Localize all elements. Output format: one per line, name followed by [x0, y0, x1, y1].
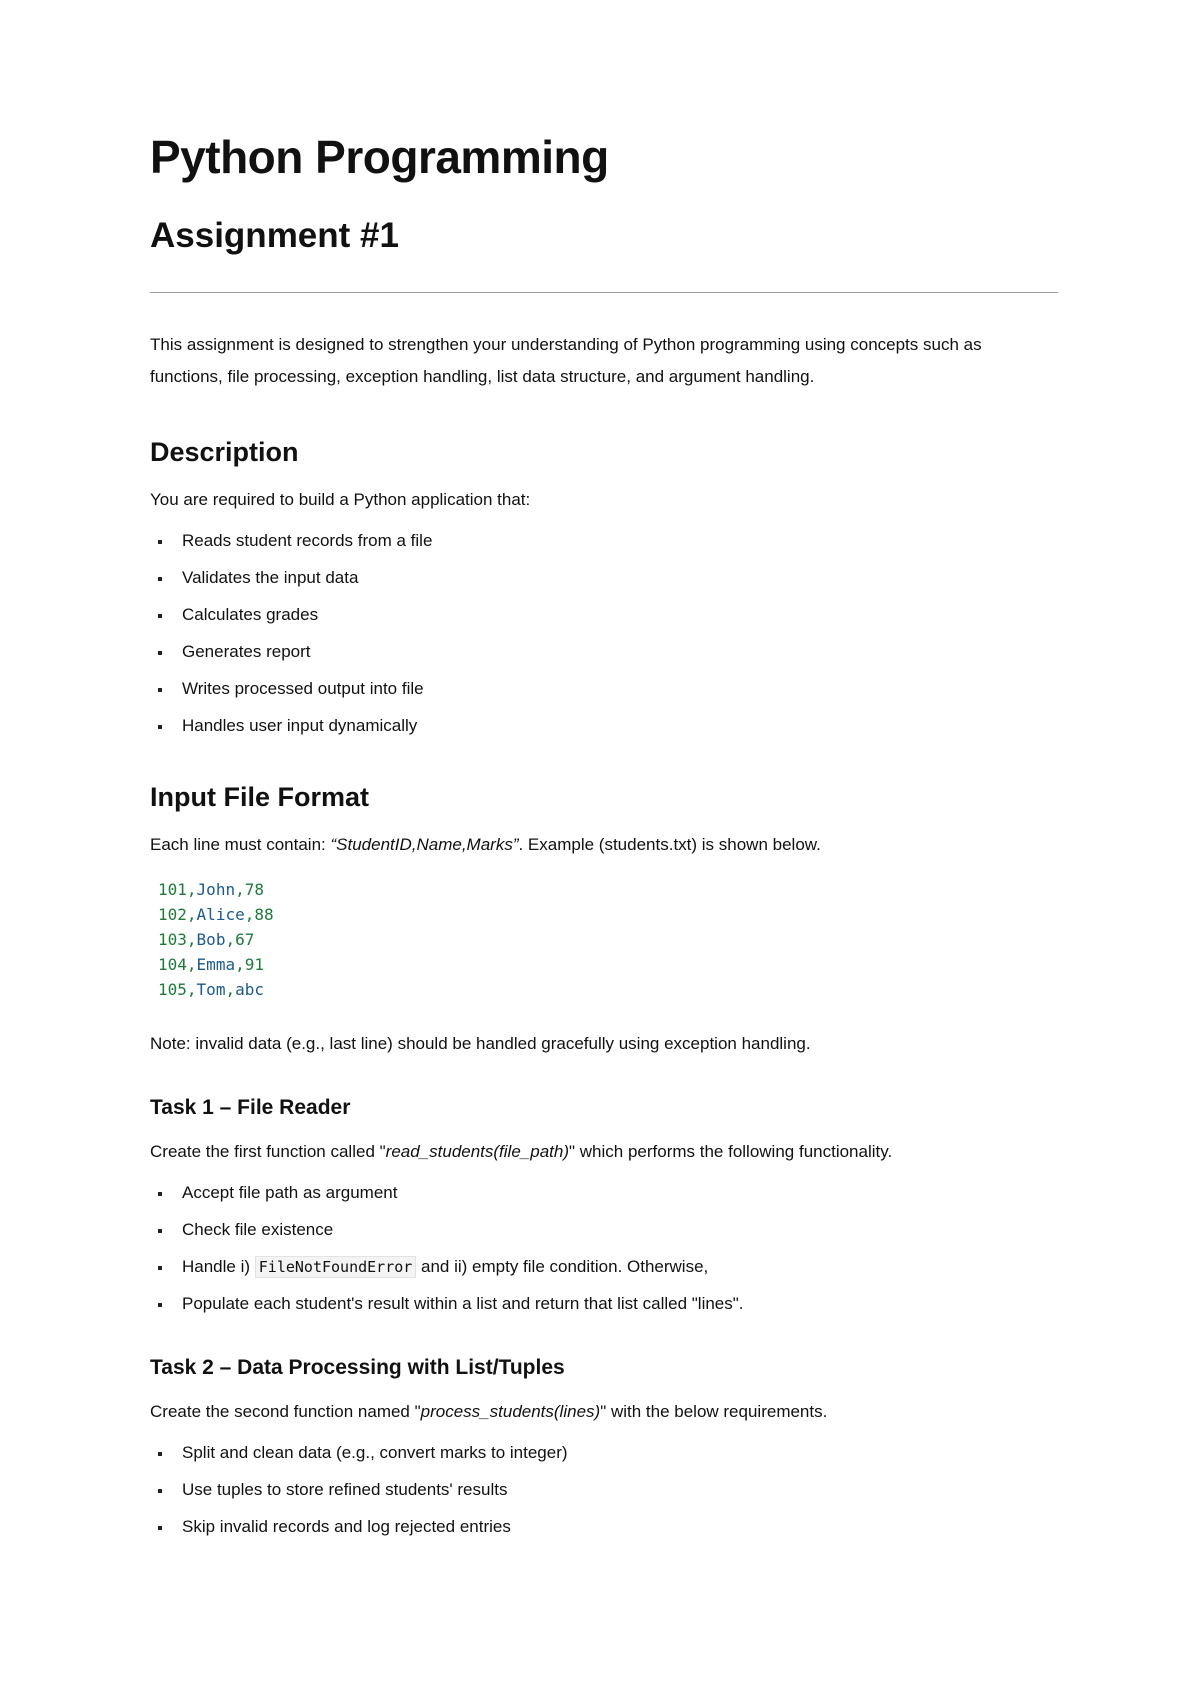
description-lead: You are required to build a Python application that: [150, 490, 531, 509]
list-item: Accept file path as argument [150, 1182, 1060, 1204]
list-item: Generates report [150, 641, 1060, 663]
function-name: read_students(file_path) [385, 1142, 569, 1161]
list-item: Split and clean data (e.g., convert marks to integer) [150, 1442, 1060, 1464]
description-list [150, 530, 1060, 737]
title-divider [150, 292, 1058, 293]
lead-text: Create the first function called " [150, 1142, 386, 1161]
lead-text: Create the second function named " [150, 1402, 421, 1421]
task2-list [150, 1442, 1060, 1538]
format-spec: “StudentID,Name,Marks” [330, 835, 519, 854]
document-title: Python Programming [150, 131, 609, 183]
inline-code: FileNotFoundError [255, 1256, 417, 1278]
list-item: Handles user input dynamically [150, 715, 1060, 737]
input-format-heading: Input File Format [150, 782, 369, 812]
intro-paragraph: This assignment is designed to strengthen your understanding of Python programming using concepts such as functions, file processing, exception handling, list data structure, and argument handling. [150, 335, 982, 386]
lead-text: . Example (students.txt) is shown below. [518, 835, 821, 854]
task2-heading: Task 2 – Data Processing with List/Tuples [150, 1356, 565, 1379]
code-line: 101,John,78 [158, 880, 264, 899]
list-item: Reads student records from a file [150, 530, 1060, 552]
function-name: process_students(lines) [420, 1402, 601, 1421]
list-item: Skip invalid records and log rejected entries [150, 1516, 1060, 1538]
list-item: Validates the input data [150, 567, 1060, 589]
code-line: 104,Emma,91 [158, 955, 264, 974]
lead-text: " which performs the following functionality. [569, 1142, 893, 1161]
input-note: Note: invalid data (e.g., last line) should be handled gracefully using exception handling. [150, 1034, 811, 1053]
list-item: Writes processed output into file [150, 678, 1060, 700]
list-text: Handle i) [182, 1257, 255, 1276]
lead-text: " with the below requirements. [600, 1402, 828, 1421]
task2-lead [150, 1396, 1060, 1428]
task1-lead [150, 1136, 1060, 1168]
task1-heading: Task 1 – File Reader [150, 1096, 351, 1119]
list-text: and ii) empty file condition. Otherwise, [416, 1257, 709, 1276]
list-item [150, 1256, 1060, 1278]
code-line: 103,Bob,67 [158, 930, 255, 949]
task1-list [150, 1182, 1060, 1315]
list-item: Use tuples to store refined students' results [150, 1479, 1060, 1501]
lead-text: Each line must contain: [150, 835, 331, 854]
code-line: 105,Tom,abc [158, 980, 264, 999]
list-item: Populate each student's result within a list and return that list called "lines". [150, 1293, 1060, 1315]
code-block [158, 877, 1060, 1002]
input-format-lead [150, 829, 1060, 861]
code-line: 102,Alice,88 [158, 905, 274, 924]
assignment-subtitle: Assignment #1 [150, 216, 399, 255]
description-heading: Description [150, 437, 299, 467]
list-item: Check file existence [150, 1219, 1060, 1241]
list-item: Calculates grades [150, 604, 1060, 626]
